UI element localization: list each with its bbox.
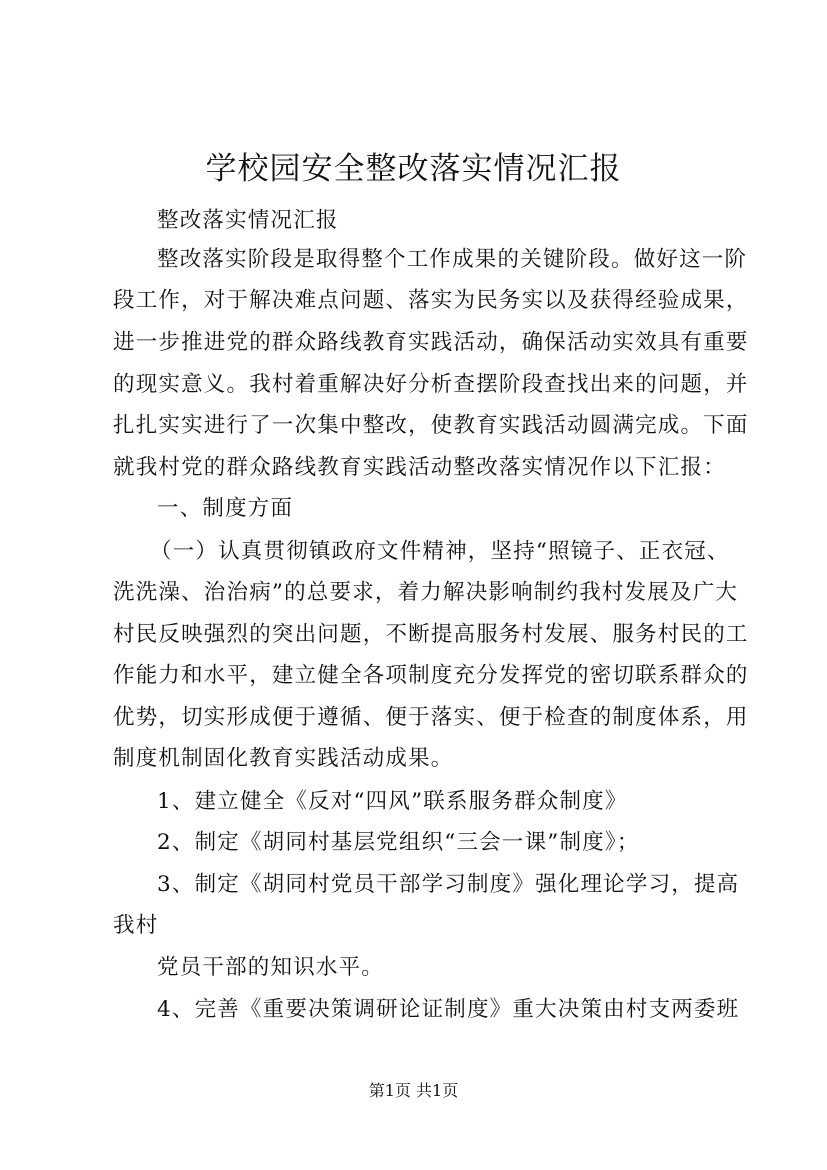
list-item: 3、制定《胡同村党员干部学习制度》强化理论学习，提高 [157,872,740,897]
paragraph-line: （一）认真贯彻镇政府文件精神，坚持“照镜子、正衣冠、 [150,539,730,564]
section-heading: 一、制度方面 [157,496,294,521]
page-footer: 第1页 共1页 [368,1081,459,1100]
paragraph-line: 优势，切实形成便于遵循、便于落实、便于检查的制度体系，用 [113,705,749,730]
list-item: 1、建立健全《反对“四风”联系服务群众制度》 [157,789,628,814]
paragraph-line: 段工作，对于解决难点问题、落实为民务实以及获得经验成果， [113,288,749,313]
paragraph-line: 进一步推进党的群众路线教育实践活动，确保活动实效具有重要 [113,330,749,355]
paragraph-line: 扎扎实实进行了一次集中整改，使教育实践活动圆满完成。下面 [113,413,749,438]
paragraph-line: 整改落实阶段是取得整个工作成果的关键阶段。做好这一阶 [157,247,748,272]
document-title: 学校园安全整改落实情况汇报 [205,151,622,187]
paragraph-line: 党员干部的知识水平。 [157,955,385,980]
paragraph-line: 洗洗澡、治治病”的总要求，着力解决影响制约我村发展及广大 [113,580,739,605]
paragraph-line: 就我村党的群众路线教育实践活动整改落实情况作以下汇报： [113,455,726,480]
paragraph-line: 制度机制固化教育实践活动成果。 [113,746,454,771]
paragraph-line: 整改落实情况汇报 [157,208,339,233]
paragraph-line: 我村 [113,913,159,938]
list-item: 2、制定《胡同村基层党组织“三会一课”制度》； [157,830,640,855]
paragraph-line: 作能力和水平，建立健全各项制度充分发挥党的密切联系群众的 [113,663,749,688]
paragraph-line: 的现实意义。我村着重解决好分析查摆阶段查找出来的问题，并 [113,372,749,397]
list-item: 4、完善《重要决策调研论证制度》重大决策由村支两委班 [157,997,740,1022]
paragraph-line: 村民反映强烈的突出问题，不断提高服务村发展、服务村民的工 [113,622,749,647]
